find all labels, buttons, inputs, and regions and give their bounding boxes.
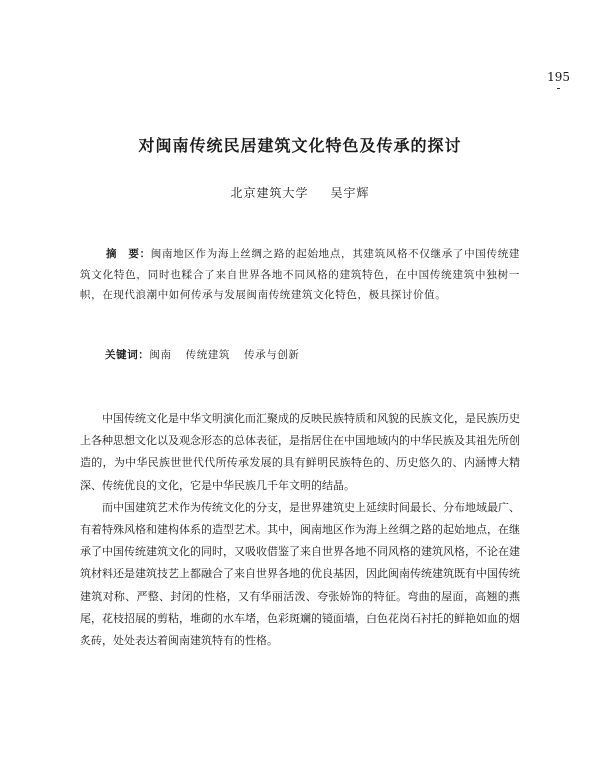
page-number-mark: - bbox=[556, 81, 561, 95]
paper-title: 对闽南传统民居建筑文化特色及传承的探讨 bbox=[138, 136, 462, 155]
keyword-item: 闽南 bbox=[149, 349, 172, 361]
keyword-item: 传统建筑 bbox=[185, 349, 231, 361]
author-line bbox=[0, 184, 600, 201]
body-paragraph: 中国传统文化是中华文明演化而汇聚成的反映民族特质和风貌的民族文化，是民族历史上各种思想文化以及观念形态的总体表征，是指居住在中国地域内的中华民族及其祖先所创造的，为中华民族世世代代所传承发展的具有鲜明民族特色的、历史悠久的、内涵博大精深、传统优良的文化，它是中华民族几千年文明的结晶。 bbox=[80, 412, 520, 492]
page-number bbox=[547, 70, 570, 95]
keywords bbox=[105, 347, 314, 362]
body-text bbox=[80, 408, 520, 652]
abstract-text: 闽南地区作为海上丝绸之路的起始地点，其建筑风格不仅继承了中国传统建筑文化特色，同时也糅合了来自世界各地不同风格的建筑特色，在中国传统建筑中独树一帜，在现代浪潮中如何传承与发展闽南传统建筑文化特色，极具探讨价值。 bbox=[80, 248, 520, 301]
keyword-item: 传承与创新 bbox=[244, 349, 300, 361]
author-name: 吴宇辉 bbox=[330, 186, 370, 200]
author-affiliation: 北京建筑大学 bbox=[230, 186, 309, 200]
abstract-label: 摘 要： bbox=[106, 248, 151, 260]
abstract bbox=[80, 244, 520, 306]
keywords-label: 关键词： bbox=[105, 349, 150, 361]
body-paragraph: 而中国建筑艺术作为传统文化的分支，是世界建筑史上延续时间最长、分布地域最广、有着特殊风格和建构体系的造型艺术。其中，闽南地区作为海上丝绸之路的起始地点，在继承了中国传统建筑文化的同时，又吸收借鉴了来自世界各地不同风格的建筑风格，不论在建筑材料还是建筑技艺上都融合了来自世界各地的优良基因，因此闽南传统建筑既有中国传统建筑对称、严整、封闭的性格，又有华丽活泼、夸张娇饰的特征。弯曲的屋面，高翘的燕尾，花枝招展的剪粘，堆砌的水车堵，色彩斑斓的镜面墙，白色花岗石衬托的鲜艳如血的烟炙砖，处处表达着闽南建筑特有的性格。 bbox=[80, 500, 520, 648]
page-number-value: 195 bbox=[547, 70, 570, 84]
